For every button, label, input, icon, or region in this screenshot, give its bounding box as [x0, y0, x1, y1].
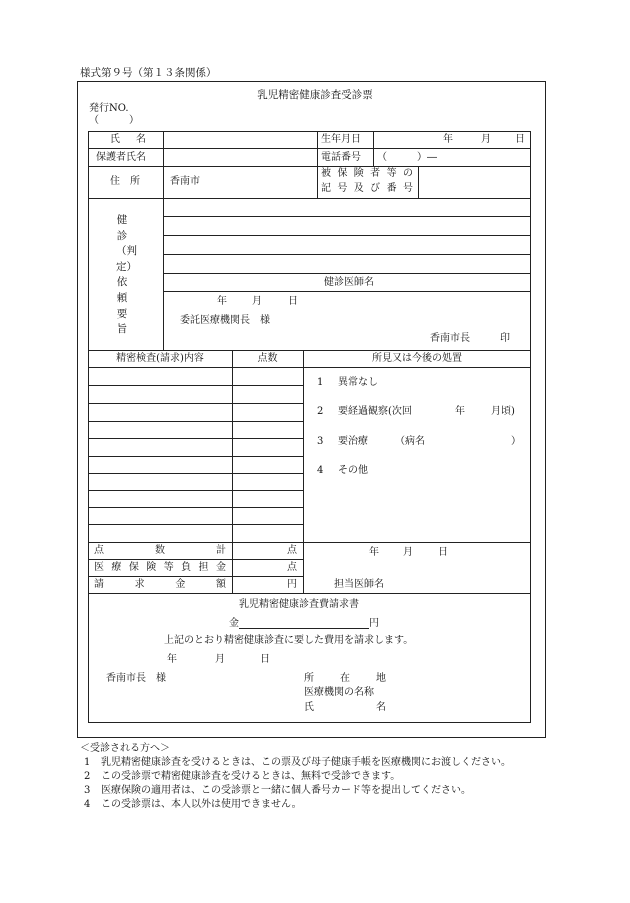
label-char: 在 — [340, 673, 350, 684]
label-char: 負 — [181, 562, 192, 573]
label-char: の — [402, 168, 413, 179]
claim-title: 乳児精密健康診査費請求書 — [239, 599, 359, 610]
note-4-num: 4 — [84, 799, 91, 810]
claim-amount-row[interactable] — [229, 618, 379, 629]
label-char: 計 — [216, 545, 226, 556]
totals-month-unit: 月 — [403, 547, 413, 558]
label-char: 被 — [321, 168, 331, 179]
label-char: 点 — [94, 545, 104, 556]
label-char: 保 — [337, 168, 348, 179]
label-char: 号 — [402, 183, 413, 194]
exam-content-cells[interactable] — [89, 368, 231, 542]
claim-year-unit: 年 — [167, 654, 177, 665]
insured-number-field[interactable] — [419, 167, 529, 197]
label-char: 者 — [370, 168, 381, 179]
finding-2-num: 2 — [317, 406, 324, 417]
note-1-num: 1 — [84, 757, 91, 768]
insured-label-line2 — [321, 184, 413, 194]
claim-statement: 上記のとおり精密健康診査に要した費用を請求します。 — [164, 635, 414, 646]
total-points-unit: 点 — [287, 545, 297, 556]
claim-amount-unit: 円 — [287, 579, 297, 590]
finding-3-close: ） — [511, 436, 521, 447]
birth-month-unit: 月 — [481, 134, 491, 145]
request-day-unit: 日 — [288, 296, 298, 307]
note-3-num: 3 — [84, 785, 91, 796]
form-number: 様式第９号（第１３条関係） — [80, 67, 217, 79]
label-char: 険 — [353, 168, 364, 179]
request-seal: 印 — [500, 333, 510, 344]
finding-3-num: 3 — [317, 436, 324, 447]
col-findings: 所見又は今後の処置 — [372, 353, 462, 364]
col-exam-content: 精密検査(請求)内容 — [116, 353, 204, 364]
birth-day-unit: 日 — [515, 134, 525, 145]
insurance-unit: 点 — [287, 562, 297, 573]
issue-no-field[interactable]: （ ） — [89, 115, 139, 126]
label-char: 請 — [94, 579, 104, 590]
label-char: 号 — [337, 183, 348, 194]
label-char: 保 — [128, 562, 139, 573]
label-char: 氏 — [304, 702, 314, 713]
totals-year-unit: 年 — [369, 547, 379, 558]
finding-1-num: 1 — [317, 377, 324, 388]
request-doctor-label: 健診医師名 — [324, 277, 374, 288]
total-points-label — [94, 546, 226, 556]
label-char: 氏 — [110, 134, 120, 145]
request-month-unit: 月 — [252, 296, 262, 307]
address-label: 住 所 — [110, 176, 140, 187]
name-field[interactable] — [164, 132, 316, 147]
label-char: 療 — [111, 562, 122, 573]
label-char: 額 — [215, 579, 226, 590]
phone-field[interactable]: （ ）― — [377, 152, 437, 163]
note-1-text: 乳児精密健康診査を受けるときは、この票及び母子健康手帳を医療機関にお渡しください。 — [101, 757, 511, 768]
finding-1-text: 異常なし — [338, 377, 378, 388]
finding-4-num: 4 — [317, 465, 324, 476]
phone-label: 電話番号 — [321, 152, 361, 163]
claim-amount-blank[interactable] — [239, 618, 369, 629]
note-4-text: この受診票は、本人以外は使用できません。 — [101, 799, 302, 810]
attending-doctor-label: 担当医師名 — [334, 579, 384, 590]
label-char: 地 — [376, 673, 386, 684]
totals-day-unit: 日 — [438, 547, 448, 558]
label-char: 求 — [134, 579, 145, 590]
finding-4-text: その他 — [338, 465, 368, 476]
label-char: 等 — [163, 562, 174, 573]
claim-amount-suffix: 円 — [369, 618, 379, 629]
insured-label-line1 — [321, 169, 413, 179]
claim-addressee: 香南市長 様 — [106, 673, 166, 684]
request-issuer: 香南市長 — [430, 333, 470, 344]
issue-no-label: 発行NO. — [89, 103, 129, 114]
finding-2-month: 月頃) — [491, 406, 515, 417]
name-label — [110, 135, 146, 145]
label-char: 名 — [376, 702, 386, 713]
label-char: 番 — [386, 183, 397, 194]
notes-heading: ＜受診される方へ＞ — [80, 743, 170, 754]
birthdate-label: 生年月日 — [321, 134, 361, 145]
label-char: 金 — [175, 579, 186, 590]
label-char: 医 — [94, 562, 104, 573]
request-section-label: 健診（判定）依頼要旨 — [116, 214, 137, 336]
guardian-field[interactable] — [164, 150, 316, 165]
label-char: 険 — [146, 562, 157, 573]
finding-3-text: 要治療 — [338, 436, 368, 447]
col-points: 点数 — [257, 353, 278, 364]
label-char: 数 — [155, 545, 165, 556]
guardian-label: 保護者氏名 — [96, 152, 146, 163]
exam-points-cells[interactable] — [233, 368, 302, 542]
label-char: 金 — [215, 562, 226, 573]
location-label — [304, 674, 386, 684]
claim-day-unit: 日 — [260, 654, 270, 665]
institution-name-label: 医療機関の名称 — [304, 687, 374, 698]
label-char: 等 — [386, 168, 397, 179]
label-char: び — [370, 183, 381, 194]
finding-2-year: 年 — [455, 406, 465, 417]
finding-3-disease: （病名 — [395, 436, 425, 447]
claim-month-unit: 月 — [215, 654, 225, 665]
request-year-unit: 年 — [217, 296, 227, 307]
label-char: 及 — [353, 183, 364, 194]
request-addressee: 委託医療機関長 様 — [180, 315, 270, 326]
claim-amount-prefix: 金 — [229, 618, 239, 629]
note-3-text: 医療保険の適用者は、この受診票と一緒に個人番号カード等を提出してください。 — [101, 785, 471, 796]
form-title: 乳児精密健康診査受診票 — [257, 89, 373, 101]
label-char: 担 — [198, 562, 209, 573]
finding-2-text: 要経過観察(次回 — [338, 406, 412, 417]
note-2-num: 2 — [84, 771, 91, 782]
note-2-text: この受診票で精密健康診査を受けるときは、無料で受診できます。 — [101, 771, 401, 782]
label-char: 記 — [321, 183, 331, 194]
claimant-name-label — [304, 703, 386, 713]
insurance-label — [94, 563, 226, 573]
label-char: 所 — [304, 673, 314, 684]
label-char: 名 — [136, 134, 146, 145]
claim-amount-label — [94, 580, 226, 590]
birth-year-unit: 年 — [443, 134, 453, 145]
address-value[interactable]: 香南市 — [170, 176, 200, 187]
